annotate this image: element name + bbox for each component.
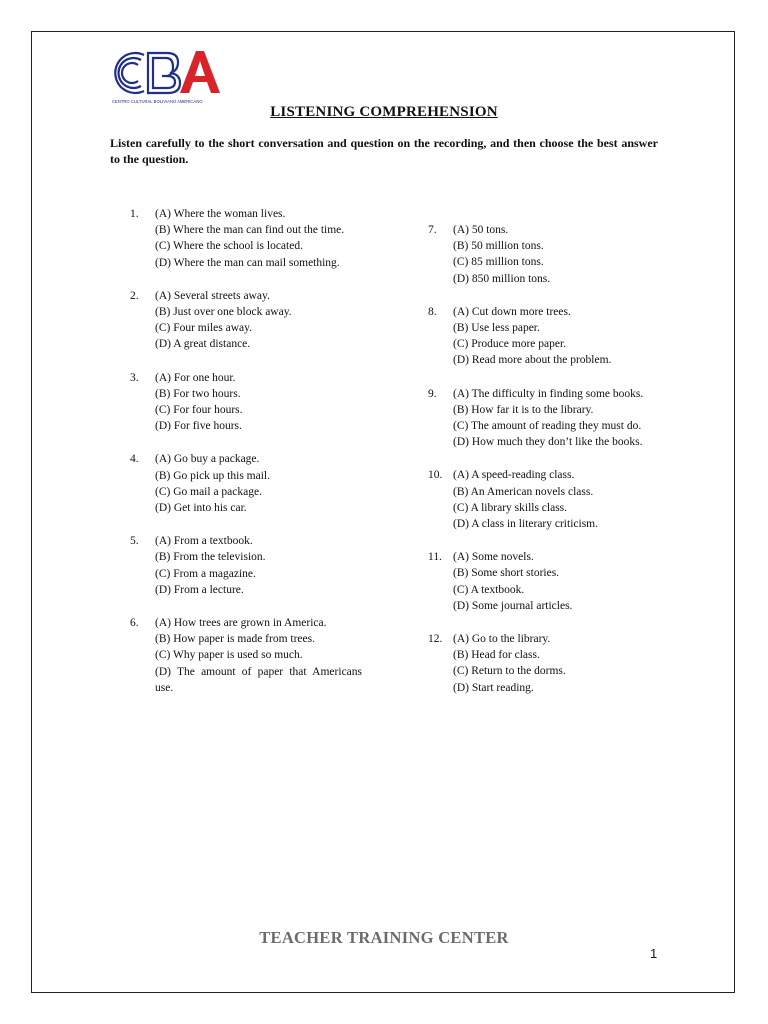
question-item: [130, 206, 362, 271]
answer-option[interactable]: (C) Return to the dorms.: [453, 665, 566, 678]
question-item: [428, 386, 658, 451]
question-item: [130, 533, 362, 598]
answer-option[interactable]: (D) A great distance.: [155, 338, 251, 351]
question-item: [428, 631, 658, 696]
question-number: 9.: [428, 387, 437, 400]
answer-option[interactable]: (A) Go to the library.: [453, 633, 551, 646]
answer-option[interactable]: (C) From a magazine.: [155, 567, 256, 580]
answer-option[interactable]: (D) Read more about the problem.: [453, 354, 612, 367]
answer-option[interactable]: (D) Get into his car.: [155, 502, 247, 515]
question-number: 5.: [130, 535, 139, 548]
answer-option[interactable]: (B) 50 million tons.: [453, 240, 544, 253]
answer-option[interactable]: (C) A library skills class.: [453, 501, 568, 514]
question-item: [428, 549, 658, 614]
answer-option[interactable]: (A) Cut down more trees.: [453, 305, 571, 318]
answer-option[interactable]: (A) How trees are grown in America.: [155, 617, 327, 630]
answer-option[interactable]: (A) From a textbook.: [155, 535, 253, 548]
answer-option[interactable]: (C) Where the school is located.: [155, 240, 303, 253]
answer-option[interactable]: (D) Where the man can mail something.: [155, 256, 340, 269]
question-item: [130, 451, 362, 516]
questions-right-column: [428, 222, 658, 696]
question-item: [428, 467, 658, 532]
answer-option[interactable]: (C) Produce more paper.: [453, 338, 567, 351]
answer-option[interactable]: (B) Go pick up this mail.: [155, 469, 270, 482]
answer-option[interactable]: (D) How much they don’t like the books.: [453, 436, 643, 449]
answer-option[interactable]: (B) For two hours.: [155, 387, 241, 400]
answer-option[interactable]: (A) Where the woman lives.: [155, 208, 286, 220]
answer-option[interactable]: (A) For one hour.: [155, 371, 236, 384]
answer-option[interactable]: (C) 85 million tons.: [453, 256, 544, 269]
answer-option[interactable]: (A) The difficulty in finding some books.: [453, 387, 644, 400]
answer-option[interactable]: (D) The amount of paper that Americans use.: [155, 665, 362, 694]
instructions: Listen carefully to the short conversation and question on the recording, and then choose the best answer to the question.: [110, 136, 658, 166]
question-item: [130, 370, 362, 435]
cba-logo-graphic: [110, 45, 230, 107]
question-item: [428, 304, 658, 369]
answer-option[interactable]: (B) Use less paper.: [453, 322, 540, 335]
question-number: 6.: [130, 617, 139, 630]
questions-left-column: [130, 206, 362, 696]
answer-option[interactable]: (B) How far it is to the library.: [453, 403, 594, 416]
answer-option[interactable]: (B) From the television.: [155, 551, 266, 564]
question-item: [130, 288, 362, 353]
logo-subtitle: CENTRO CULTURAL BOLIVIANO AMERICANO: [112, 99, 203, 104]
question-number: 11.: [428, 551, 442, 564]
answer-option[interactable]: (D) 850 million tons.: [453, 272, 551, 285]
answer-option[interactable]: (C) Four miles away.: [155, 322, 252, 335]
answer-option[interactable]: (C) The amount of reading they must do.: [453, 420, 642, 433]
answer-option[interactable]: (B) An American novels class.: [453, 485, 594, 498]
question-item: [428, 222, 658, 287]
page-title: LISTENING COMPREHENSION: [270, 104, 498, 120]
answer-option[interactable]: (A) Several streets away.: [155, 289, 270, 302]
answer-option[interactable]: (B) How paper is made from trees.: [155, 633, 315, 646]
answer-option[interactable]: (A) A speed-reading class.: [453, 469, 575, 482]
cba-logo: [110, 45, 230, 107]
answer-option[interactable]: (B) Head for class.: [453, 649, 540, 662]
answer-option[interactable]: (C) Go mail a package.: [155, 485, 262, 498]
answer-option[interactable]: (B) Some short stories.: [453, 567, 560, 580]
answer-option[interactable]: (D) From a lecture.: [155, 583, 244, 596]
answer-option[interactable]: (D) Some journal articles.: [453, 599, 573, 612]
question-number: 3.: [130, 371, 139, 384]
answer-option[interactable]: (A) 50 tons.: [453, 224, 509, 236]
question-number: 4.: [130, 453, 139, 466]
answer-option[interactable]: (A) Some novels.: [453, 551, 534, 564]
answer-option[interactable]: (C) Why paper is used so much.: [155, 649, 303, 662]
footer-text: TEACHER TRAINING CENTER: [259, 928, 509, 947]
question-number: 8.: [428, 305, 437, 318]
answer-option[interactable]: (C) A textbook.: [453, 583, 525, 596]
question-number: 10.: [428, 469, 443, 482]
page-number: 1: [650, 946, 658, 961]
answer-option[interactable]: (C) For four hours.: [155, 404, 243, 417]
answer-option[interactable]: (B) Just over one block away.: [155, 306, 292, 319]
question-item: [130, 615, 362, 696]
answer-option[interactable]: (D) A class in literary criticism.: [453, 518, 598, 531]
question-number: 2.: [130, 289, 139, 302]
question-number: 12.: [428, 633, 443, 646]
question-number: 1.: [130, 208, 139, 220]
answer-option[interactable]: (D) Start reading.: [453, 681, 534, 694]
answer-option[interactable]: (B) Where the man can find out the time.: [155, 224, 345, 237]
answer-option[interactable]: (D) For five hours.: [155, 420, 242, 433]
answer-option[interactable]: (A) Go buy a package.: [155, 453, 260, 466]
question-number: 7.: [428, 224, 437, 236]
